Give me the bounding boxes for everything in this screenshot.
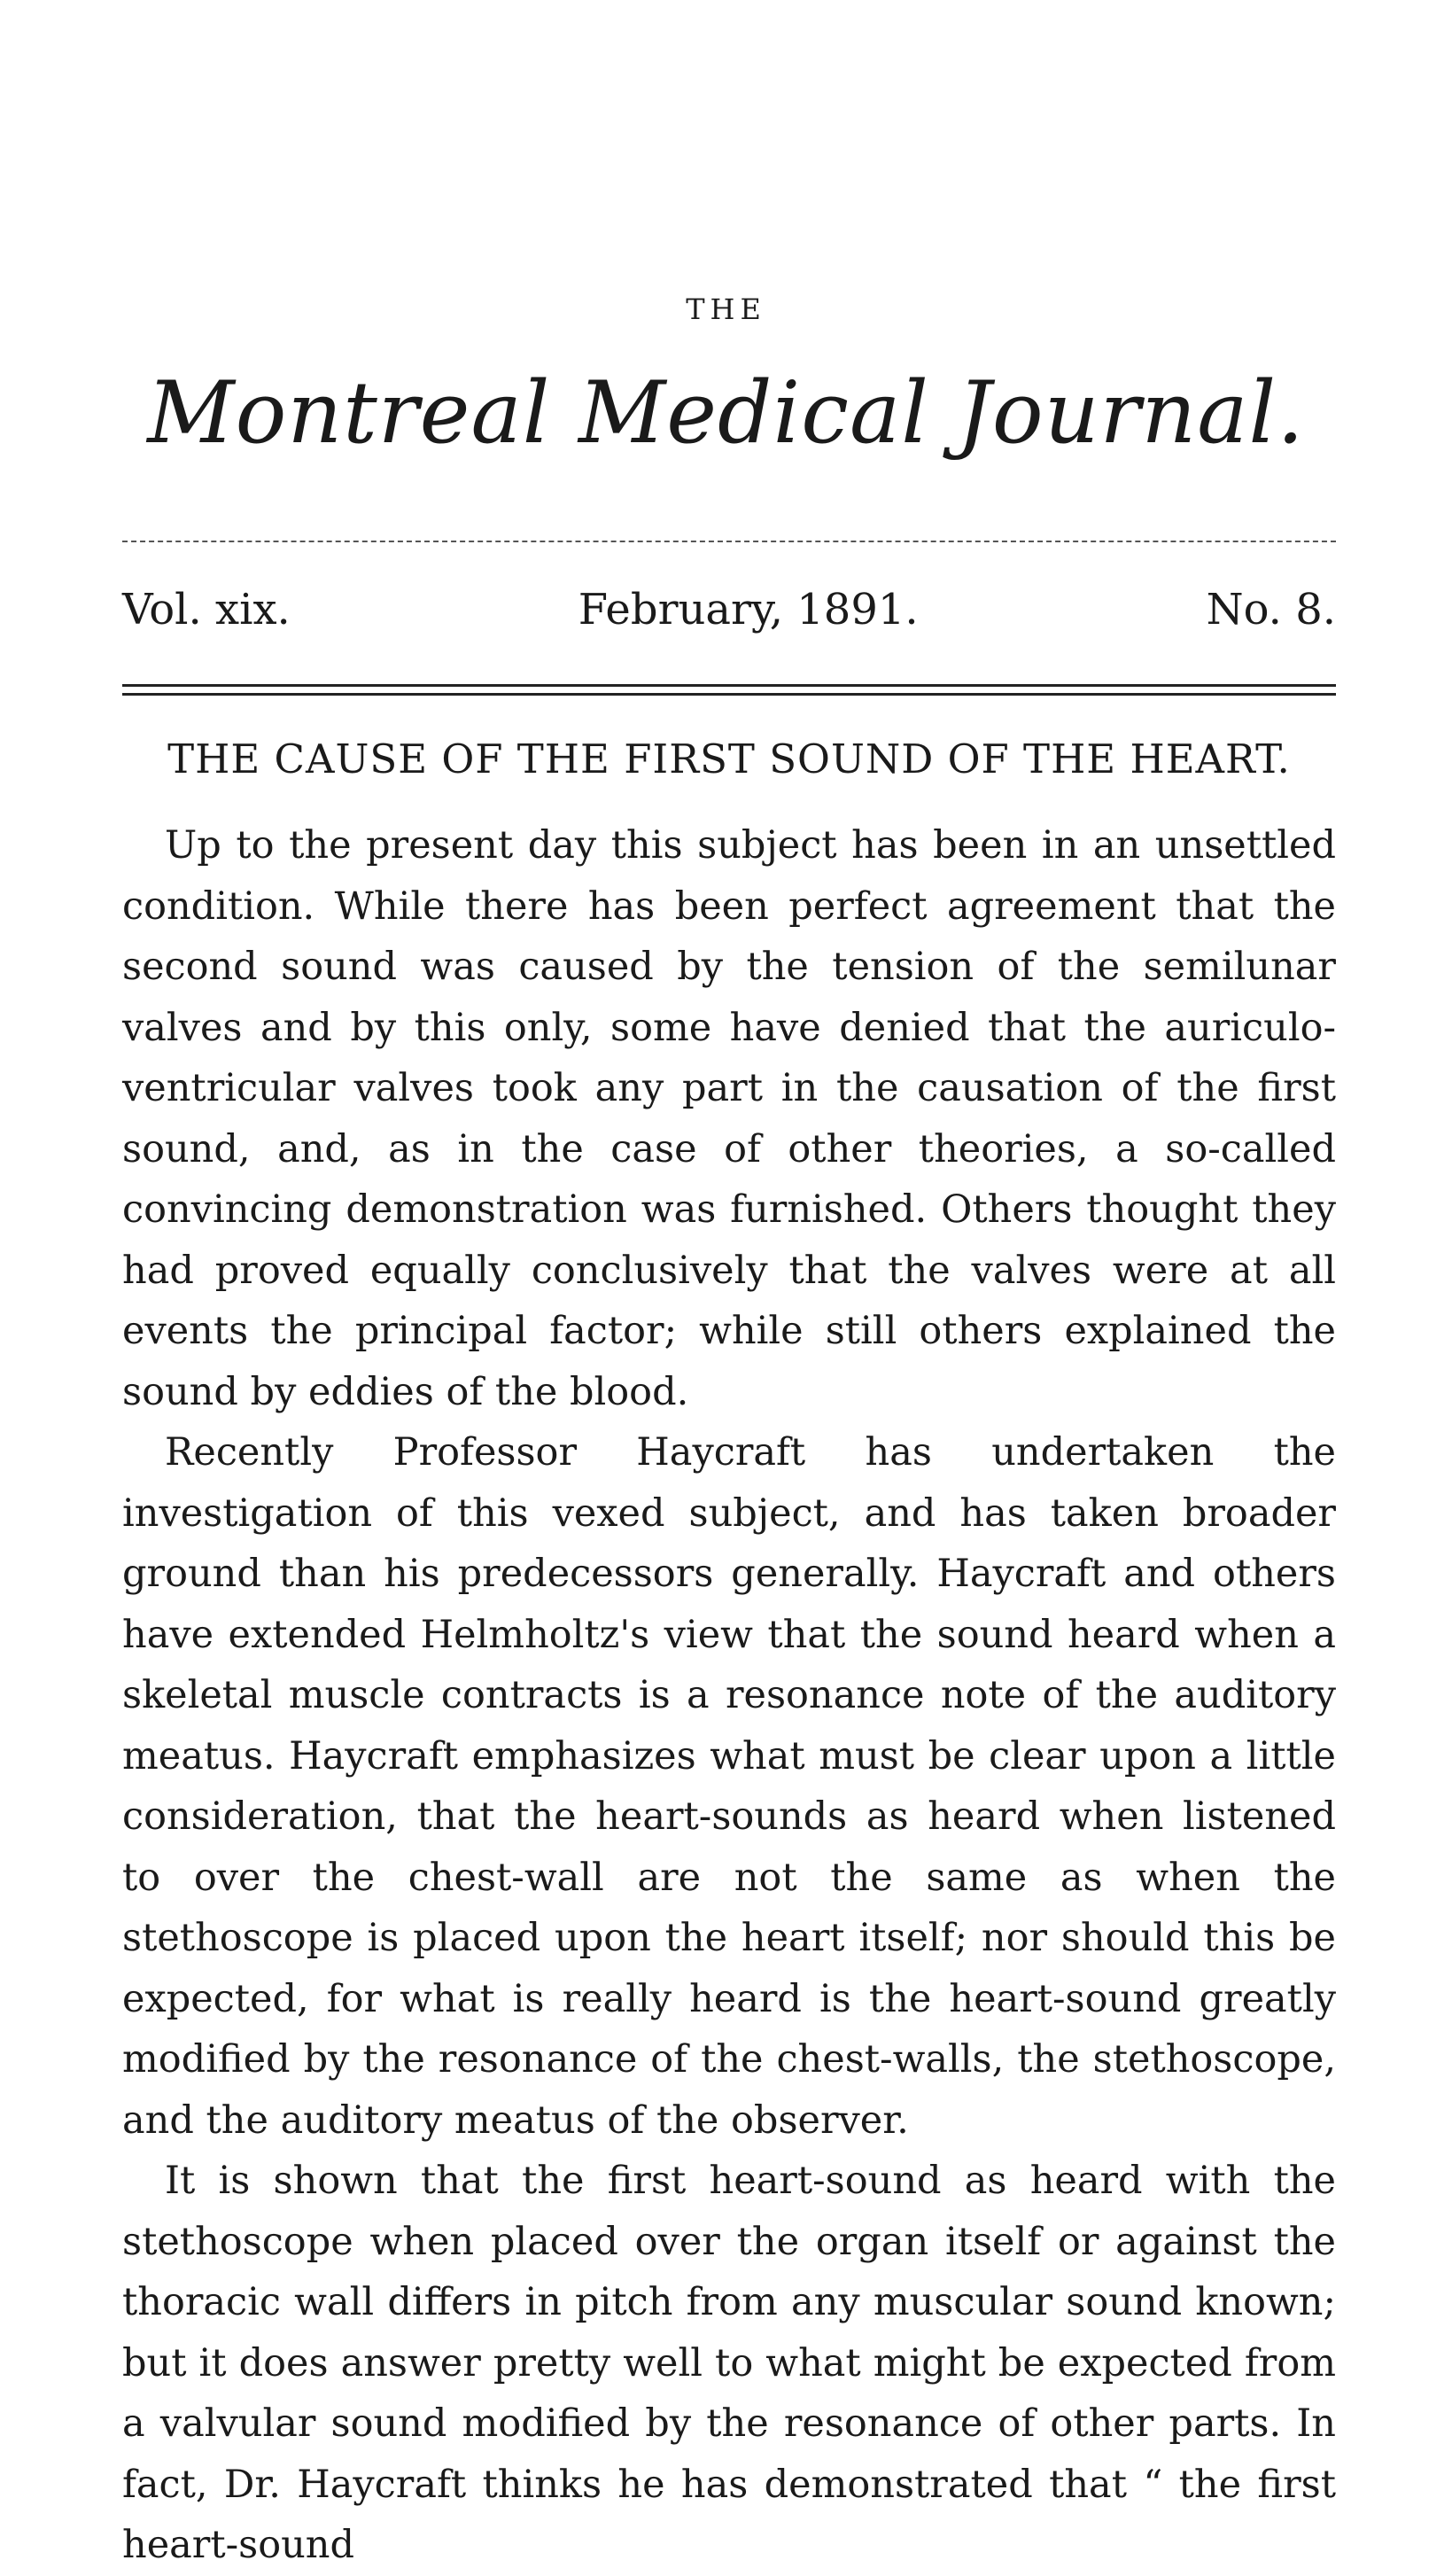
issue-line	[122, 585, 1336, 634]
article-body	[122, 815, 1336, 2576]
issue-date: February, 1891.	[578, 585, 919, 634]
paragraph: It is shown that the first heart-sound as heard with the stethoscope when placed over the organ itself or against the thoracic wall differs in pitch from any muscular sound known; but it does answer pretty well to what might be expected from a valvular sound modified by the resonance of other parts. In fact, Dr. Haycraft thinks he has demonstrated that “ the first heart-sound	[122, 2159, 1336, 2567]
paragraph: Recently Professor Haycraft has undertaken the investigation of this vexed subject, and has taken broader ground than his predecessors generally. Haycraft and others have extended Helmholtz's view that the sound heard when a skeletal muscle contracts is a resonance note of the auditory meatus. Haycraft emphasizes what must be clear upon a little consideration, that the heart-sounds as heard when listened to over the chest-wall are not the same as when the stethoscope is placed upon the heart itself; nor should this be expected, for what is really heard is the heart-sound greatly modified by the resonance of the chest-walls, the stethoscope, and the auditory meatus of the observer.	[122, 1430, 1336, 2143]
paragraph: Up to the present day this subject has been in an unsettled condition. While there has been perfect agreement that the second sound was caused by the tension of the semilunar valves and by this only, some have denied that the auriculo-ventricular valves took any part in the causation of the first sound, and, as in the case of other theories, a so-called convincing demonstration was furnished. Others thought they had proved equally conclusively that the valves were at all events the principal factor; while still others explained the sound by eddies of the blood.	[122, 823, 1336, 1414]
masthead-the: THE	[686, 292, 766, 326]
article-title: THE CAUSE OF THE FIRST SOUND OF THE HEART.	[167, 735, 1291, 782]
journal-title: Montreal Medical Journal.	[147, 363, 1305, 463]
issue-number: No. 8.	[1206, 585, 1336, 634]
volume-label: Vol. xix.	[122, 585, 291, 634]
double-rule-divider	[122, 684, 1336, 696]
dashed-divider	[122, 541, 1336, 542]
